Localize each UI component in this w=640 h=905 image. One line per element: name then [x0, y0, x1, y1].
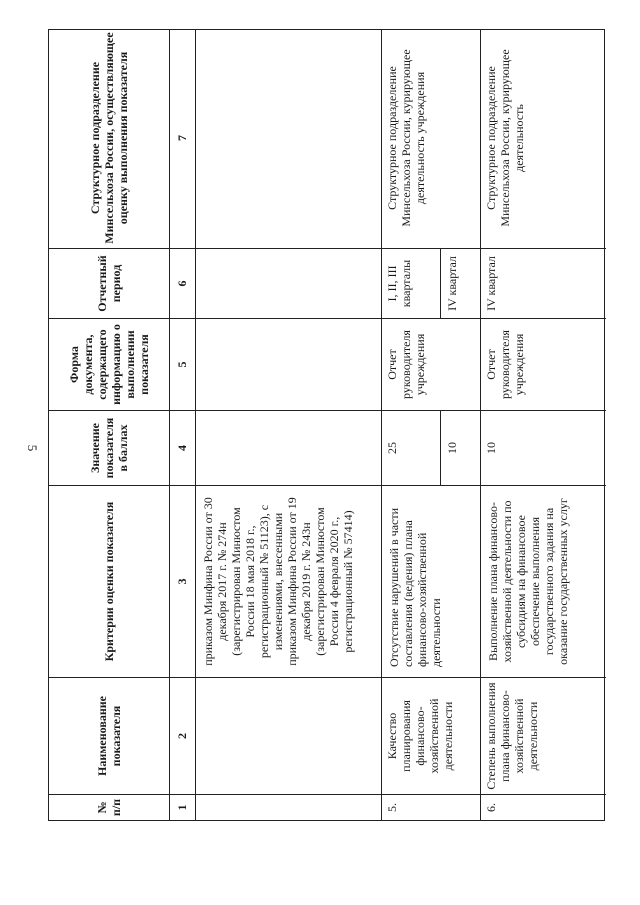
row-department	[195, 28, 381, 248]
row-period: IV квартал	[480, 248, 606, 318]
row-document-form	[195, 318, 381, 410]
header-department: Структурное подразделение Минсельхоза России, осуществляющее оценку выполнения показателя	[88, 32, 130, 244]
row-period	[195, 248, 381, 318]
row-number	[195, 794, 381, 820]
row-indicator-name: Качество планирования финансово-хозяйственной деятельности	[381, 677, 480, 794]
column-numbers-row	[169, 30, 196, 820]
row-department: Структурное подразделение Минсельхоза России, курирующее деятельность учреждения	[385, 49, 427, 227]
row-period: I, II, III кварталы	[381, 249, 441, 318]
row-criteria: Отсутствие нарушений в части составления (ведения) плана финансово-хозяйственной деятельности	[381, 485, 480, 677]
table-row	[195, 30, 382, 820]
row-indicator-name: Степень выполнения плана финансово-хозяйственной деятельности	[480, 677, 606, 794]
col-number: 1	[169, 794, 195, 820]
row-score: 25	[381, 411, 441, 485]
row-indicator-name	[195, 677, 381, 794]
row-score	[195, 410, 381, 485]
col-number: 2	[169, 677, 195, 794]
row-criteria: Выполнение плана финансово-хозяйственной деятельности по субсидиям на финансовое обеспечение выполнения государственного задания на оказание государственных услуг	[480, 485, 606, 677]
row-department: Структурное подразделение Минсельхоза России, курирующее деятельность	[484, 49, 526, 227]
row-document-form: Отчет руководителя учреждения	[381, 318, 480, 410]
page-number: 5	[25, 444, 40, 452]
row-period: IV квартал	[445, 256, 459, 311]
header-score: Значение показателя в баллах	[49, 410, 169, 485]
table-row	[480, 30, 606, 820]
row-score: 10	[445, 442, 459, 454]
row-criteria: приказом Минфина России от 30 декабря 2017 г. № 274н (зарегистрирован Минюстом России 18 мая 2018 г., регистрационный № 51123), с изменениями, внесенными приказом Минфина России от 19 декабря 2019 г. № 243н (зарегистрирован Минюстом России 4 февраля 2020 г., регистрационный № 57414)	[195, 485, 381, 677]
header-document-form: Форма документа, содержащего информацию о выполнении показателя	[49, 318, 169, 410]
row-document-form: Отчет руководителя учреждения	[480, 318, 606, 410]
row-number: 5.	[381, 794, 480, 820]
col-number: 3	[169, 485, 195, 677]
row-number: 6.	[480, 794, 606, 820]
col-number: 6	[169, 248, 195, 318]
col-number: 7	[175, 135, 189, 141]
table-row	[381, 30, 481, 820]
header-indicator-name: Наименование показателя	[49, 677, 169, 794]
row-period-cell	[381, 248, 480, 318]
header-number: № п/п	[49, 794, 169, 820]
row-score-cell	[381, 410, 480, 485]
header-period: Отчетный период	[49, 248, 169, 318]
row-score: 10	[480, 410, 606, 485]
col-number: 4	[169, 410, 195, 485]
table-header-row	[49, 30, 170, 820]
header-criteria: Критерии оценки показателя	[49, 485, 169, 677]
col-number: 5	[169, 318, 195, 410]
criteria-table	[48, 29, 605, 821]
